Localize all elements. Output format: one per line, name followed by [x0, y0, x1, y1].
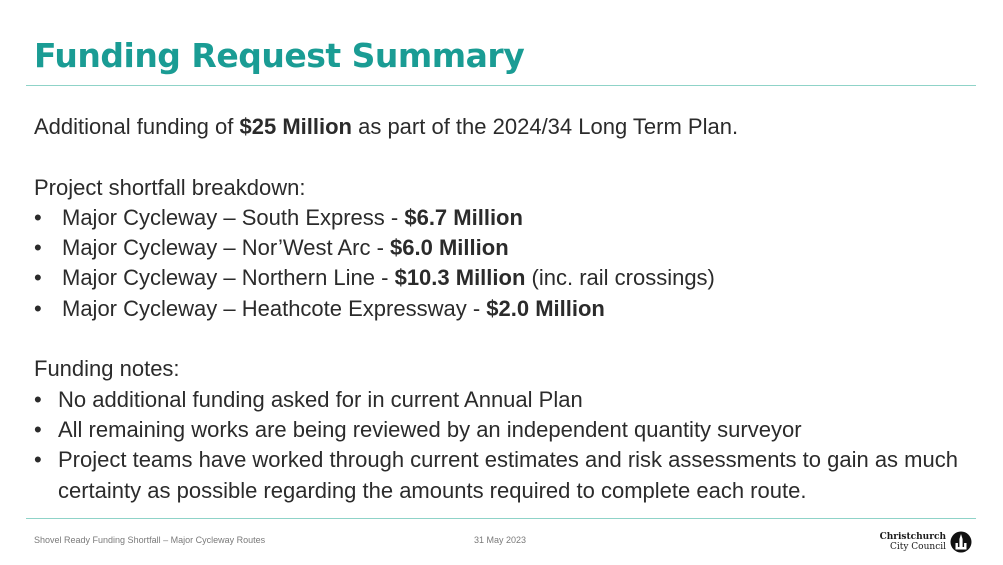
logo-line-2: City Council [889, 542, 946, 552]
note-item [34, 415, 979, 445]
note-text: Project teams have worked through current estimates and risk assessments to gain as much certainty as possible regarding the amounts required to complete each route. [58, 447, 958, 503]
notes-list [34, 385, 979, 506]
breakdown-item-label: Major Cycleway – Heathcote Expressway - [62, 295, 487, 321]
note-text: All remaining works are being reviewed by an independent quantity surveyor [58, 416, 802, 442]
breakdown-heading: Project shortfall breakdown: [34, 174, 306, 200]
spacer [34, 324, 979, 354]
council-logo [879, 530, 976, 556]
logo-line-1: Christchurch [879, 532, 946, 542]
intro-suffix: as part of the 2024/34 Long Term Plan. [351, 114, 739, 139]
intro-paragraph [34, 112, 979, 142]
slide-body [34, 112, 979, 506]
breakdown-list [34, 203, 979, 324]
cathedral-icon [950, 531, 972, 553]
bullet: • [34, 386, 42, 412]
breakdown-item-amount: $2.0 Million [486, 295, 605, 321]
bullet: • [34, 265, 42, 291]
bullet: • [34, 447, 42, 473]
footer-date: 31 May 2023 [474, 535, 527, 545]
spacer [34, 142, 979, 172]
intro-prefix: Additional funding of [34, 114, 240, 139]
breakdown-item-note: (inc. rail crossings) [525, 265, 715, 291]
breakdown-item-label: Major Cycleway – Northern Line - [62, 265, 395, 291]
note-item [34, 385, 979, 415]
title-divider [26, 85, 976, 86]
breakdown-item-heathcote-expressway [34, 294, 979, 324]
breakdown-item-amount: $10.3 Million [394, 265, 526, 291]
intro-amount: $25 Million [239, 114, 352, 139]
note-item [34, 445, 979, 506]
breakdown-item-amount: $6.0 Million [390, 235, 509, 261]
bullet: • [34, 204, 42, 230]
breakdown-item-amount: $6.7 Million [404, 204, 523, 230]
breakdown-item-northern-line [34, 263, 979, 293]
slide-title: Funding Request Summary [34, 36, 525, 75]
note-text: No additional funding asked for in current Annual Plan [58, 386, 583, 412]
bullet: • [34, 295, 42, 321]
breakdown-item-label: Major Cycleway – Nor’West Arc - [62, 235, 391, 261]
breakdown-item-south-express [34, 203, 979, 233]
bullet: • [34, 416, 42, 442]
notes-heading: Funding notes: [34, 356, 180, 382]
breakdown-item-norwest-arc [34, 233, 979, 263]
footer-presentation-title: Shovel Ready Funding Shortfall – Major Cycleway Routes [34, 535, 266, 545]
breakdown-item-label: Major Cycleway – South Express - [62, 204, 405, 230]
footer-divider [26, 518, 976, 519]
bullet: • [34, 235, 42, 261]
logo-wordmark [880, 532, 946, 552]
